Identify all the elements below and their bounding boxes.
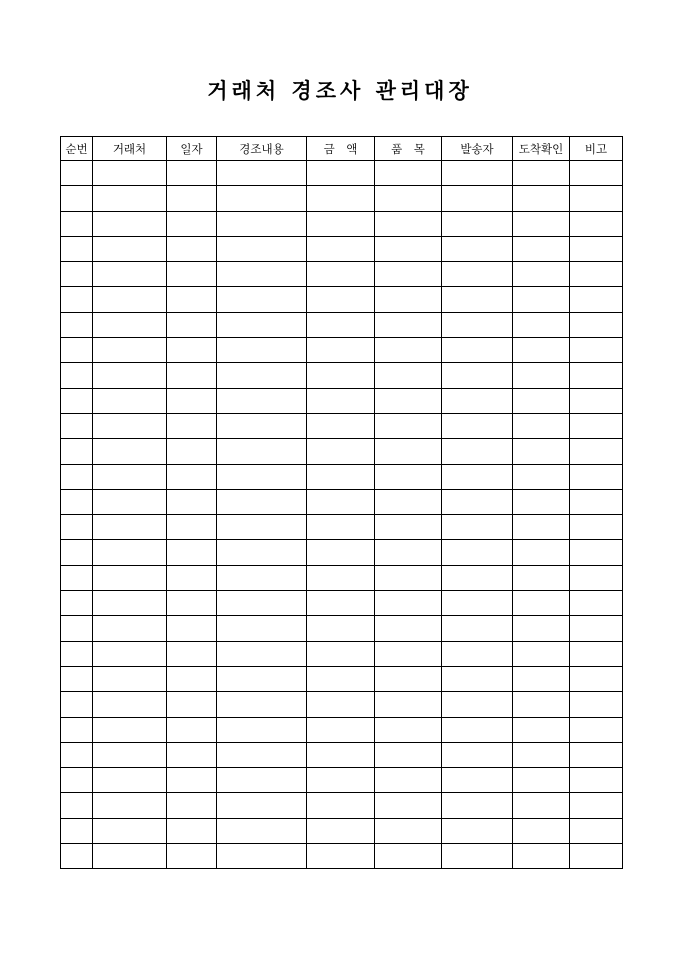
table-cell[interactable] [375, 312, 442, 337]
table-cell[interactable] [570, 388, 623, 413]
table-cell[interactable] [167, 717, 217, 742]
header-cell-arrival-check: 도착확인 [513, 137, 570, 161]
table-cell[interactable] [167, 388, 217, 413]
table-cell[interactable] [217, 742, 307, 767]
table-cell[interactable] [61, 692, 93, 717]
table-cell[interactable] [513, 844, 570, 869]
table-cell[interactable] [217, 312, 307, 337]
table-row [61, 844, 623, 869]
table-cell[interactable] [167, 186, 217, 211]
table-row [61, 565, 623, 590]
table-cell[interactable] [442, 717, 513, 742]
table-cell[interactable] [217, 186, 307, 211]
table-cell[interactable] [375, 489, 442, 514]
table-cell[interactable] [93, 565, 167, 590]
table-cell[interactable] [375, 844, 442, 869]
table-cell[interactable] [307, 186, 375, 211]
table-cell[interactable] [93, 464, 167, 489]
table-cell[interactable] [375, 186, 442, 211]
table-cell[interactable] [513, 540, 570, 565]
table-cell[interactable] [307, 666, 375, 691]
table-cell[interactable] [570, 666, 623, 691]
table-cell[interactable] [167, 591, 217, 616]
table-cell[interactable] [570, 565, 623, 590]
table-cell[interactable] [217, 565, 307, 590]
table-cell[interactable] [375, 236, 442, 261]
table-cell[interactable] [93, 211, 167, 236]
header-cell-event: 경조내용 [217, 137, 307, 161]
table-cell[interactable] [307, 363, 375, 388]
table-cell[interactable] [442, 236, 513, 261]
table-cell[interactable] [167, 161, 217, 186]
table-cell[interactable] [93, 186, 167, 211]
table-cell[interactable] [61, 515, 93, 540]
table-cell[interactable] [307, 641, 375, 666]
table-row [61, 768, 623, 793]
table-cell[interactable] [513, 363, 570, 388]
table-cell[interactable] [442, 262, 513, 287]
table-cell[interactable] [307, 211, 375, 236]
table-cell[interactable] [61, 540, 93, 565]
table-cell[interactable] [513, 161, 570, 186]
table-cell[interactable] [513, 489, 570, 514]
table-cell[interactable] [61, 666, 93, 691]
table-cell[interactable] [375, 338, 442, 363]
table-cell[interactable] [61, 312, 93, 337]
table-cell[interactable] [442, 338, 513, 363]
table-cell[interactable] [217, 287, 307, 312]
table-cell[interactable] [93, 287, 167, 312]
table-cell[interactable] [93, 439, 167, 464]
table-cell[interactable] [61, 591, 93, 616]
table-cell[interactable] [61, 844, 93, 869]
table-row [61, 793, 623, 818]
table-cell[interactable] [513, 413, 570, 438]
table-cell[interactable] [61, 818, 93, 843]
table-cell[interactable] [442, 287, 513, 312]
table-cell[interactable] [570, 793, 623, 818]
header-cell-remarks: 비고 [570, 137, 623, 161]
table-cell[interactable] [167, 793, 217, 818]
table-cell[interactable] [375, 388, 442, 413]
table-cell[interactable] [570, 312, 623, 337]
table-cell[interactable] [442, 565, 513, 590]
table-cell[interactable] [93, 540, 167, 565]
table-cell[interactable] [375, 793, 442, 818]
table-cell[interactable] [442, 818, 513, 843]
table-cell[interactable] [167, 363, 217, 388]
table-cell[interactable] [307, 768, 375, 793]
table-cell[interactable] [167, 413, 217, 438]
header-cell-sender: 발송자 [442, 137, 513, 161]
table-cell[interactable] [167, 818, 217, 843]
table-cell[interactable] [217, 388, 307, 413]
document-title: 거래처 경조사 관리대장 [207, 78, 473, 103]
table-cell[interactable] [307, 287, 375, 312]
table-cell[interactable] [442, 844, 513, 869]
table-cell[interactable] [442, 186, 513, 211]
table-cell[interactable] [442, 489, 513, 514]
table-cell[interactable] [167, 515, 217, 540]
table-cell[interactable] [217, 692, 307, 717]
table-cell[interactable] [375, 540, 442, 565]
table-cell[interactable] [513, 666, 570, 691]
table-cell[interactable] [570, 413, 623, 438]
table-cell[interactable] [217, 211, 307, 236]
table-cell[interactable] [513, 742, 570, 767]
table-cell[interactable] [167, 616, 217, 641]
table-cell[interactable] [93, 236, 167, 261]
table-row [61, 439, 623, 464]
table-cell[interactable] [217, 616, 307, 641]
table-cell[interactable] [513, 439, 570, 464]
table-cell[interactable] [375, 413, 442, 438]
table-row [61, 338, 623, 363]
table-cell[interactable] [61, 186, 93, 211]
table-cell[interactable] [61, 464, 93, 489]
table-cell[interactable] [61, 768, 93, 793]
table-cell[interactable] [217, 540, 307, 565]
table-cell[interactable] [513, 641, 570, 666]
table-row [61, 211, 623, 236]
table-cell[interactable] [570, 818, 623, 843]
table-cell[interactable] [442, 515, 513, 540]
table-cell[interactable] [167, 565, 217, 590]
table-cell[interactable] [217, 844, 307, 869]
table-cell[interactable] [307, 793, 375, 818]
table-cell[interactable] [93, 262, 167, 287]
table-cell[interactable] [307, 338, 375, 363]
table-cell[interactable] [442, 161, 513, 186]
table-cell[interactable] [442, 591, 513, 616]
table-row [61, 388, 623, 413]
header-cell-date: 일자 [167, 137, 217, 161]
table-cell[interactable] [442, 464, 513, 489]
table-cell[interactable] [93, 742, 167, 767]
table-cell[interactable] [307, 818, 375, 843]
table-cell[interactable] [570, 540, 623, 565]
table-row [61, 742, 623, 767]
table-cell[interactable] [217, 439, 307, 464]
table-row [61, 692, 623, 717]
table-cell[interactable] [167, 768, 217, 793]
table-cell[interactable] [307, 692, 375, 717]
table-cell[interactable] [93, 489, 167, 514]
table-cell[interactable] [167, 540, 217, 565]
table-cell[interactable] [217, 489, 307, 514]
table-cell[interactable] [570, 591, 623, 616]
table-cell[interactable] [217, 793, 307, 818]
table-cell[interactable] [513, 692, 570, 717]
table-cell[interactable] [61, 489, 93, 514]
table-cell[interactable] [442, 692, 513, 717]
table-cell[interactable] [307, 464, 375, 489]
table-cell[interactable] [570, 844, 623, 869]
table-cell[interactable] [61, 363, 93, 388]
table-cell[interactable] [513, 793, 570, 818]
table-cell[interactable] [167, 641, 217, 666]
table-cell[interactable] [61, 565, 93, 590]
table-cell[interactable] [375, 641, 442, 666]
table-cell[interactable] [570, 211, 623, 236]
table-cell[interactable] [307, 413, 375, 438]
table-cell[interactable] [217, 363, 307, 388]
table-cell[interactable] [513, 211, 570, 236]
table-cell[interactable] [93, 768, 167, 793]
table-cell[interactable] [167, 489, 217, 514]
table-cell[interactable] [217, 591, 307, 616]
table-row [61, 489, 623, 514]
table-cell[interactable] [167, 742, 217, 767]
table-cell[interactable] [442, 768, 513, 793]
table-cell[interactable] [61, 717, 93, 742]
table-cell[interactable] [513, 287, 570, 312]
table-row [61, 312, 623, 337]
table-cell[interactable] [570, 742, 623, 767]
table-cell[interactable] [570, 515, 623, 540]
table-cell[interactable] [217, 515, 307, 540]
table-cell[interactable] [375, 287, 442, 312]
table-cell[interactable] [167, 312, 217, 337]
table-cell[interactable] [61, 211, 93, 236]
table-cell[interactable] [442, 742, 513, 767]
table-cell[interactable] [442, 312, 513, 337]
table-cell[interactable] [513, 338, 570, 363]
table-cell[interactable] [167, 666, 217, 691]
table-cell[interactable] [570, 439, 623, 464]
table-cell[interactable] [307, 616, 375, 641]
table-cell[interactable] [61, 262, 93, 287]
table-cell[interactable] [307, 236, 375, 261]
table-cell[interactable] [93, 844, 167, 869]
table-cell[interactable] [307, 717, 375, 742]
table-cell[interactable] [513, 236, 570, 261]
header-cell-amount: 금 액 [307, 137, 375, 161]
table-cell[interactable] [61, 287, 93, 312]
table-cell[interactable] [513, 818, 570, 843]
table-row [61, 464, 623, 489]
table-cell[interactable] [93, 413, 167, 438]
table-cell[interactable] [570, 236, 623, 261]
table-row [61, 515, 623, 540]
table-cell[interactable] [570, 717, 623, 742]
table-cell[interactable] [375, 742, 442, 767]
table-cell[interactable] [442, 540, 513, 565]
table-cell[interactable] [307, 844, 375, 869]
table-cell[interactable] [217, 161, 307, 186]
table-cell[interactable] [307, 540, 375, 565]
table-cell[interactable] [513, 515, 570, 540]
table-cell[interactable] [442, 641, 513, 666]
header-cell-item: 품 목 [375, 137, 442, 161]
table-cell[interactable] [570, 262, 623, 287]
table-cell[interactable] [375, 211, 442, 236]
table-cell[interactable] [217, 236, 307, 261]
table-cell[interactable] [217, 666, 307, 691]
ledger-body [61, 161, 623, 869]
table-cell[interactable] [93, 641, 167, 666]
table-cell[interactable] [167, 338, 217, 363]
table-row [61, 818, 623, 843]
table-cell[interactable] [61, 793, 93, 818]
table-row [61, 186, 623, 211]
table-cell[interactable] [61, 641, 93, 666]
table-cell[interactable] [307, 591, 375, 616]
table-cell[interactable] [217, 641, 307, 666]
table-cell[interactable] [570, 489, 623, 514]
table-cell[interactable] [513, 565, 570, 590]
table-cell[interactable] [375, 768, 442, 793]
table-cell[interactable] [375, 515, 442, 540]
table-cell[interactable] [61, 388, 93, 413]
table-cell[interactable] [570, 641, 623, 666]
header-cell-number: 순번 [61, 137, 93, 161]
table-cell[interactable] [570, 161, 623, 186]
table-cell[interactable] [570, 616, 623, 641]
table-cell[interactable] [442, 413, 513, 438]
table-row [61, 616, 623, 641]
table-cell[interactable] [307, 742, 375, 767]
table-row [61, 161, 623, 186]
table-cell[interactable] [93, 388, 167, 413]
table-cell[interactable] [307, 161, 375, 186]
table-cell[interactable] [570, 363, 623, 388]
table-cell[interactable] [217, 768, 307, 793]
table-cell[interactable] [570, 287, 623, 312]
table-cell[interactable] [93, 717, 167, 742]
table-cell[interactable] [61, 439, 93, 464]
table-cell[interactable] [307, 388, 375, 413]
table-cell[interactable] [570, 186, 623, 211]
table-cell[interactable] [513, 717, 570, 742]
table-cell[interactable] [167, 692, 217, 717]
table-cell[interactable] [513, 186, 570, 211]
table-cell[interactable] [375, 692, 442, 717]
table-cell[interactable] [93, 363, 167, 388]
ledger-table [60, 136, 623, 869]
table-cell[interactable] [93, 338, 167, 363]
table-cell[interactable] [93, 818, 167, 843]
table-cell[interactable] [442, 211, 513, 236]
table-cell[interactable] [375, 591, 442, 616]
table-cell[interactable] [375, 161, 442, 186]
table-cell[interactable] [167, 464, 217, 489]
table-cell[interactable] [442, 388, 513, 413]
table-cell[interactable] [442, 363, 513, 388]
table-cell[interactable] [375, 666, 442, 691]
table-cell[interactable] [167, 287, 217, 312]
table-cell[interactable] [375, 717, 442, 742]
table-cell[interactable] [61, 338, 93, 363]
table-cell[interactable] [513, 388, 570, 413]
table-cell[interactable] [442, 439, 513, 464]
table-cell[interactable] [375, 464, 442, 489]
table-cell[interactable] [217, 262, 307, 287]
table-cell[interactable] [513, 616, 570, 641]
table-cell[interactable] [307, 439, 375, 464]
table-cell[interactable] [570, 768, 623, 793]
table-cell[interactable] [375, 439, 442, 464]
table-cell[interactable] [442, 666, 513, 691]
table-cell[interactable] [375, 262, 442, 287]
table-cell[interactable] [167, 844, 217, 869]
table-cell[interactable] [307, 515, 375, 540]
table-cell[interactable] [93, 312, 167, 337]
table-cell[interactable] [61, 742, 93, 767]
table-cell[interactable] [217, 464, 307, 489]
table-cell[interactable] [375, 565, 442, 590]
table-cell[interactable] [375, 363, 442, 388]
table-row [61, 540, 623, 565]
table-cell[interactable] [442, 616, 513, 641]
table-row [61, 717, 623, 742]
header-row [61, 137, 623, 161]
table-cell[interactable] [375, 616, 442, 641]
header-cell-client: 거래처 [93, 137, 167, 161]
table-cell[interactable] [570, 692, 623, 717]
table-cell[interactable] [570, 338, 623, 363]
table-row [61, 413, 623, 438]
table-cell[interactable] [217, 338, 307, 363]
table-cell[interactable] [61, 616, 93, 641]
table-cell[interactable] [307, 565, 375, 590]
table-cell[interactable] [93, 793, 167, 818]
table-cell[interactable] [570, 464, 623, 489]
table-row [61, 641, 623, 666]
table-cell[interactable] [217, 818, 307, 843]
table-cell[interactable] [513, 768, 570, 793]
table-cell[interactable] [513, 312, 570, 337]
table-cell[interactable] [93, 591, 167, 616]
table-cell[interactable] [217, 717, 307, 742]
table-cell[interactable] [93, 515, 167, 540]
table-cell[interactable] [513, 464, 570, 489]
table-cell[interactable] [61, 413, 93, 438]
table-cell[interactable] [307, 312, 375, 337]
table-cell[interactable] [513, 262, 570, 287]
table-row [61, 666, 623, 691]
table-cell[interactable] [167, 439, 217, 464]
table-cell[interactable] [375, 818, 442, 843]
table-cell[interactable] [93, 692, 167, 717]
table-cell[interactable] [513, 591, 570, 616]
table-cell[interactable] [93, 161, 167, 186]
table-row [61, 236, 623, 261]
table-cell[interactable] [61, 161, 93, 186]
table-cell[interactable] [307, 262, 375, 287]
table-row [61, 363, 623, 388]
table-cell[interactable] [167, 262, 217, 287]
table-cell[interactable] [217, 413, 307, 438]
table-cell[interactable] [61, 236, 93, 261]
table-cell[interactable] [93, 666, 167, 691]
table-row [61, 262, 623, 287]
table-row [61, 287, 623, 312]
table-cell[interactable] [167, 211, 217, 236]
table-cell[interactable] [307, 489, 375, 514]
table-row [61, 591, 623, 616]
table-cell[interactable] [93, 616, 167, 641]
table-cell[interactable] [442, 793, 513, 818]
table-cell[interactable] [167, 236, 217, 261]
